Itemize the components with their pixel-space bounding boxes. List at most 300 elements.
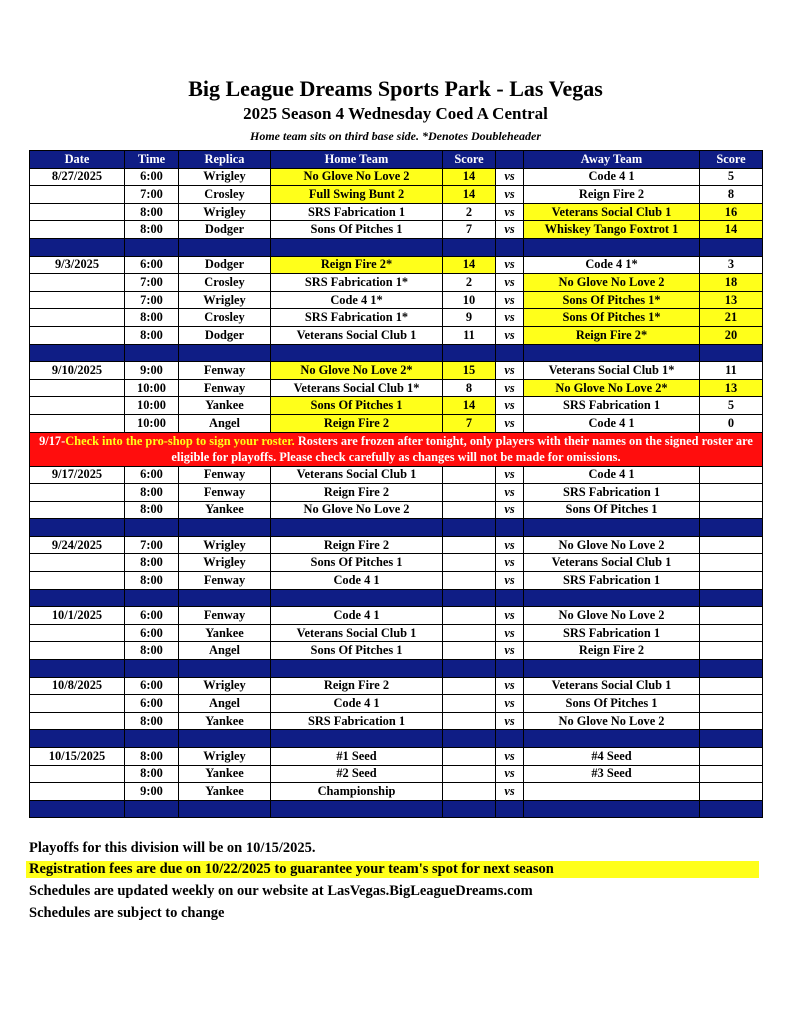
game-row: [30, 765, 763, 783]
home-team: #1 Seed: [271, 748, 443, 766]
away-score: 5: [700, 168, 763, 186]
col-time-header: Time: [125, 151, 179, 169]
game-replica: Angel: [179, 642, 271, 660]
home-team: Reign Fire 2: [271, 536, 443, 554]
game-date: [30, 186, 125, 204]
home-score: [443, 783, 496, 801]
game-date: [30, 642, 125, 660]
game-replica: Wrigley: [179, 677, 271, 695]
vs-label: vs: [496, 554, 524, 572]
separator-cell: [700, 660, 763, 678]
game-date: [30, 572, 125, 590]
home-score: [443, 677, 496, 695]
game-replica: Fenway: [179, 484, 271, 502]
game-row: [30, 362, 763, 380]
col-date-header: Date: [30, 151, 125, 169]
game-row: [30, 414, 763, 432]
away-team: No Glove No Love 2*: [524, 379, 700, 397]
game-replica: Yankee: [179, 765, 271, 783]
game-replica: Dodger: [179, 221, 271, 239]
game-time: 6:00: [125, 677, 179, 695]
separator-cell: [496, 238, 524, 256]
separator-cell: [271, 238, 443, 256]
home-team: Reign Fire 2: [271, 484, 443, 502]
vs-label: vs: [496, 466, 524, 484]
game-date: [30, 291, 125, 309]
col-vs-header: [496, 151, 524, 169]
game-date: [30, 274, 125, 292]
vs-label: vs: [496, 362, 524, 380]
separator-cell: [700, 344, 763, 362]
game-date: 9/10/2025: [30, 362, 125, 380]
home-team: Code 4 1: [271, 607, 443, 625]
game-time: 8:00: [125, 203, 179, 221]
separator-cell: [125, 730, 179, 748]
game-date: [30, 712, 125, 730]
away-team: Whiskey Tango Foxtrot 1: [524, 221, 700, 239]
separator-cell: [30, 660, 125, 678]
vs-label: vs: [496, 256, 524, 274]
col-home-header: Home Team: [271, 151, 443, 169]
game-replica: Fenway: [179, 466, 271, 484]
separator-cell: [700, 589, 763, 607]
away-score: 20: [700, 326, 763, 344]
away-team: Sons Of Pitches 1*: [524, 291, 700, 309]
away-team: [524, 783, 700, 801]
home-score: 7: [443, 414, 496, 432]
vs-label: vs: [496, 379, 524, 397]
home-score: 10: [443, 291, 496, 309]
week-separator: [30, 730, 763, 748]
separator-cell: [524, 344, 700, 362]
game-row: [30, 783, 763, 801]
away-team: Reign Fire 2: [524, 186, 700, 204]
away-team: No Glove No Love 2: [524, 536, 700, 554]
game-date: [30, 765, 125, 783]
separator-cell: [30, 730, 125, 748]
game-replica: Wrigley: [179, 203, 271, 221]
away-score: [700, 677, 763, 695]
home-score: 15: [443, 362, 496, 380]
game-date: [30, 624, 125, 642]
game-replica: Fenway: [179, 572, 271, 590]
away-score: 18: [700, 274, 763, 292]
separator-cell: [179, 660, 271, 678]
col-replica-header: Replica: [179, 151, 271, 169]
game-row: [30, 484, 763, 502]
home-score: [443, 536, 496, 554]
game-date: [30, 695, 125, 713]
game-row: [30, 501, 763, 519]
vs-label: vs: [496, 748, 524, 766]
home-team: Reign Fire 2: [271, 414, 443, 432]
home-team: No Glove No Love 2: [271, 501, 443, 519]
game-time: 6:00: [125, 168, 179, 186]
away-score: [700, 783, 763, 801]
away-team: Code 4 1: [524, 414, 700, 432]
vs-label: vs: [496, 309, 524, 327]
separator-cell: [179, 238, 271, 256]
game-time: 6:00: [125, 624, 179, 642]
separator-cell: [443, 800, 496, 818]
home-team: No Glove No Love 2*: [271, 362, 443, 380]
away-team: No Glove No Love 2: [524, 712, 700, 730]
game-time: 8:00: [125, 309, 179, 327]
separator-cell: [179, 519, 271, 537]
game-row: [30, 291, 763, 309]
separator-cell: [443, 589, 496, 607]
game-time: 8:00: [125, 572, 179, 590]
separator-cell: [496, 519, 524, 537]
game-replica: Dodger: [179, 256, 271, 274]
separator-cell: [125, 660, 179, 678]
away-score: [700, 695, 763, 713]
game-date: [30, 484, 125, 502]
game-replica: Yankee: [179, 712, 271, 730]
vs-label: vs: [496, 414, 524, 432]
game-replica: Fenway: [179, 607, 271, 625]
separator-cell: [700, 519, 763, 537]
home-team: Code 4 1*: [271, 291, 443, 309]
vs-label: vs: [496, 291, 524, 309]
separator-cell: [125, 238, 179, 256]
separator-cell: [179, 730, 271, 748]
home-team: Full Swing Bunt 2: [271, 186, 443, 204]
header-row: [30, 151, 763, 169]
away-score: [700, 536, 763, 554]
schedule-note: Home team sits on third base side. *Denotes Doubleheader: [250, 129, 541, 143]
game-date: [30, 309, 125, 327]
game-replica: Angel: [179, 414, 271, 432]
game-replica: Wrigley: [179, 554, 271, 572]
away-score: 8: [700, 186, 763, 204]
week-separator: [30, 344, 763, 362]
game-row: [30, 326, 763, 344]
away-score: [700, 607, 763, 625]
separator-cell: [443, 660, 496, 678]
separator-cell: [30, 238, 125, 256]
game-replica: Dodger: [179, 326, 271, 344]
game-date: [30, 203, 125, 221]
page-title: Big League Dreams Sports Park - Las Vegas: [188, 76, 603, 101]
playoffs-note: Playoffs for this division will be on 10/15/2025.: [29, 840, 316, 856]
home-team: Code 4 1: [271, 695, 443, 713]
away-team: No Glove No Love 2: [524, 607, 700, 625]
away-team: Veterans Social Club 1*: [524, 362, 700, 380]
separator-cell: [524, 589, 700, 607]
game-date: 10/15/2025: [30, 748, 125, 766]
week-separator: [30, 238, 763, 256]
vs-label: vs: [496, 186, 524, 204]
vs-label: vs: [496, 695, 524, 713]
separator-cell: [179, 344, 271, 362]
notice-text: Rosters are frozen after tonight, only players with their names on the signed roster are eligible for playoffs. Please check carefully as changes will not be made for omissions.: [171, 434, 753, 464]
game-date: 8/27/2025: [30, 168, 125, 186]
away-score: [700, 765, 763, 783]
game-row: [30, 379, 763, 397]
away-score: [700, 642, 763, 660]
away-team: Code 4 1: [524, 168, 700, 186]
away-team: Veterans Social Club 1: [524, 203, 700, 221]
home-score: [443, 712, 496, 730]
away-team: No Glove No Love 2: [524, 274, 700, 292]
vs-label: vs: [496, 712, 524, 730]
vs-label: vs: [496, 607, 524, 625]
home-team: Reign Fire 2*: [271, 256, 443, 274]
roster-notice: [30, 432, 763, 466]
game-time: 8:00: [125, 221, 179, 239]
game-date: 9/17/2025: [30, 466, 125, 484]
separator-cell: [125, 344, 179, 362]
away-team: SRS Fabrication 1: [524, 624, 700, 642]
home-score: [443, 572, 496, 590]
home-score: 8: [443, 379, 496, 397]
game-row: [30, 309, 763, 327]
vs-label: vs: [496, 624, 524, 642]
game-date: [30, 326, 125, 344]
change-note: Schedules are subject to change: [29, 905, 225, 921]
schedule-table: [29, 150, 763, 818]
separator-cell: [443, 519, 496, 537]
home-team: Sons Of Pitches 1: [271, 221, 443, 239]
away-team: Code 4 1*: [524, 256, 700, 274]
game-replica: Yankee: [179, 397, 271, 415]
home-score: 9: [443, 309, 496, 327]
game-time: 7:00: [125, 291, 179, 309]
away-team: #3 Seed: [524, 765, 700, 783]
game-time: 7:00: [125, 186, 179, 204]
week-separator: [30, 589, 763, 607]
home-team: Veterans Social Club 1: [271, 326, 443, 344]
game-time: 8:00: [125, 748, 179, 766]
schedule-body: [30, 151, 763, 818]
home-team: Championship: [271, 783, 443, 801]
game-date: [30, 397, 125, 415]
game-time: 6:00: [125, 256, 179, 274]
separator-cell: [524, 660, 700, 678]
home-team: SRS Fabrication 1*: [271, 274, 443, 292]
game-row: [30, 712, 763, 730]
game-row: [30, 607, 763, 625]
vs-label: vs: [496, 765, 524, 783]
home-score: [443, 607, 496, 625]
separator-cell: [125, 800, 179, 818]
game-time: 8:00: [125, 554, 179, 572]
game-row: [30, 536, 763, 554]
home-score: [443, 765, 496, 783]
game-time: 8:00: [125, 765, 179, 783]
game-row: [30, 221, 763, 239]
game-replica: Crosley: [179, 309, 271, 327]
game-time: 8:00: [125, 501, 179, 519]
separator-cell: [700, 730, 763, 748]
separator-cell: [30, 344, 125, 362]
away-score: [700, 484, 763, 502]
game-row: [30, 186, 763, 204]
away-team: SRS Fabrication 1: [524, 484, 700, 502]
away-score: [700, 748, 763, 766]
separator-cell: [271, 730, 443, 748]
separator-cell: [524, 730, 700, 748]
game-time: 8:00: [125, 484, 179, 502]
game-replica: Yankee: [179, 624, 271, 642]
vs-label: vs: [496, 572, 524, 590]
separator-cell: [30, 519, 125, 537]
game-replica: Crosley: [179, 274, 271, 292]
roster-notice-row: [30, 432, 763, 466]
away-score: [700, 466, 763, 484]
away-team: Veterans Social Club 1: [524, 677, 700, 695]
registration-note: Registration fees are due on 10/22/2025 to guarantee your team's spot for next season: [26, 861, 759, 878]
game-row: [30, 203, 763, 221]
home-score: [443, 642, 496, 660]
game-row: [30, 397, 763, 415]
away-team: SRS Fabrication 1: [524, 397, 700, 415]
game-replica: Fenway: [179, 362, 271, 380]
game-time: 7:00: [125, 536, 179, 554]
home-score: 2: [443, 274, 496, 292]
separator-cell: [271, 519, 443, 537]
game-time: 8:00: [125, 326, 179, 344]
game-row: [30, 642, 763, 660]
away-score: [700, 501, 763, 519]
separator-cell: [700, 238, 763, 256]
game-replica: Wrigley: [179, 291, 271, 309]
home-team: Reign Fire 2: [271, 677, 443, 695]
game-date: 9/3/2025: [30, 256, 125, 274]
week-separator: [30, 519, 763, 537]
vs-label: vs: [496, 221, 524, 239]
home-score: [443, 695, 496, 713]
vs-label: vs: [496, 397, 524, 415]
col-home-score-header: Score: [443, 151, 496, 169]
away-score: [700, 712, 763, 730]
vs-label: vs: [496, 274, 524, 292]
notice-date: 9/17-: [39, 434, 66, 448]
away-score: [700, 624, 763, 642]
game-replica: Crosley: [179, 186, 271, 204]
away-score: 3: [700, 256, 763, 274]
game-time: 6:00: [125, 607, 179, 625]
home-team: Sons Of Pitches 1: [271, 397, 443, 415]
vs-label: vs: [496, 677, 524, 695]
away-score: [700, 554, 763, 572]
away-score: [700, 572, 763, 590]
separator-cell: [271, 800, 443, 818]
separator-cell: [30, 800, 125, 818]
separator-cell: [496, 589, 524, 607]
page-subtitle: 2025 Season 4 Wednesday Coed A Central: [243, 104, 548, 123]
home-score: 11: [443, 326, 496, 344]
home-score: 14: [443, 186, 496, 204]
game-time: 10:00: [125, 414, 179, 432]
separator-cell: [443, 344, 496, 362]
home-score: 14: [443, 168, 496, 186]
game-time: 9:00: [125, 362, 179, 380]
game-time: 10:00: [125, 397, 179, 415]
game-time: 7:00: [125, 274, 179, 292]
away-team: Sons Of Pitches 1: [524, 695, 700, 713]
home-score: 14: [443, 397, 496, 415]
home-team: Veterans Social Club 1: [271, 466, 443, 484]
game-row: [30, 274, 763, 292]
separator-cell: [524, 800, 700, 818]
vs-label: vs: [496, 501, 524, 519]
vs-label: vs: [496, 642, 524, 660]
away-team: Reign Fire 2: [524, 642, 700, 660]
home-team: Sons Of Pitches 1: [271, 642, 443, 660]
home-score: 7: [443, 221, 496, 239]
game-replica: Yankee: [179, 783, 271, 801]
home-score: [443, 554, 496, 572]
home-team: SRS Fabrication 1: [271, 712, 443, 730]
vs-label: vs: [496, 326, 524, 344]
home-score: [443, 484, 496, 502]
game-row: [30, 624, 763, 642]
separator-cell: [496, 660, 524, 678]
game-time: 10:00: [125, 379, 179, 397]
vs-label: vs: [496, 536, 524, 554]
game-time: 8:00: [125, 712, 179, 730]
game-row: [30, 572, 763, 590]
separator-cell: [30, 589, 125, 607]
game-time: 6:00: [125, 466, 179, 484]
separator-cell: [524, 238, 700, 256]
game-date: [30, 414, 125, 432]
separator-cell: [125, 589, 179, 607]
game-replica: Fenway: [179, 379, 271, 397]
away-score: 13: [700, 379, 763, 397]
home-score: [443, 501, 496, 519]
away-score: 16: [700, 203, 763, 221]
separator-cell: [496, 730, 524, 748]
game-time: 9:00: [125, 783, 179, 801]
game-replica: Wrigley: [179, 748, 271, 766]
away-score: 14: [700, 221, 763, 239]
home-team: SRS Fabrication 1: [271, 203, 443, 221]
away-team: #4 Seed: [524, 748, 700, 766]
game-date: [30, 221, 125, 239]
away-team: Code 4 1: [524, 466, 700, 484]
separator-cell: [443, 238, 496, 256]
home-score: [443, 466, 496, 484]
home-score: [443, 624, 496, 642]
separator-cell: [271, 344, 443, 362]
separator-cell: [496, 344, 524, 362]
home-team: SRS Fabrication 1*: [271, 309, 443, 327]
game-replica: Wrigley: [179, 536, 271, 554]
away-score: 0: [700, 414, 763, 432]
game-date: [30, 783, 125, 801]
game-date: [30, 379, 125, 397]
game-row: [30, 466, 763, 484]
separator-cell: [179, 800, 271, 818]
away-team: SRS Fabrication 1: [524, 572, 700, 590]
col-away-score-header: Score: [700, 151, 763, 169]
separator-cell: [125, 519, 179, 537]
week-separator: [30, 660, 763, 678]
separator-cell: [496, 800, 524, 818]
website-note: Schedules are updated weekly on our website at LasVegas.BigLeagueDreams.com: [29, 883, 533, 899]
game-date: [30, 501, 125, 519]
away-score: 13: [700, 291, 763, 309]
game-row: [30, 748, 763, 766]
game-row: [30, 695, 763, 713]
game-time: 6:00: [125, 695, 179, 713]
game-date: 9/24/2025: [30, 536, 125, 554]
away-team: Sons Of Pitches 1*: [524, 309, 700, 327]
home-team: Code 4 1: [271, 572, 443, 590]
